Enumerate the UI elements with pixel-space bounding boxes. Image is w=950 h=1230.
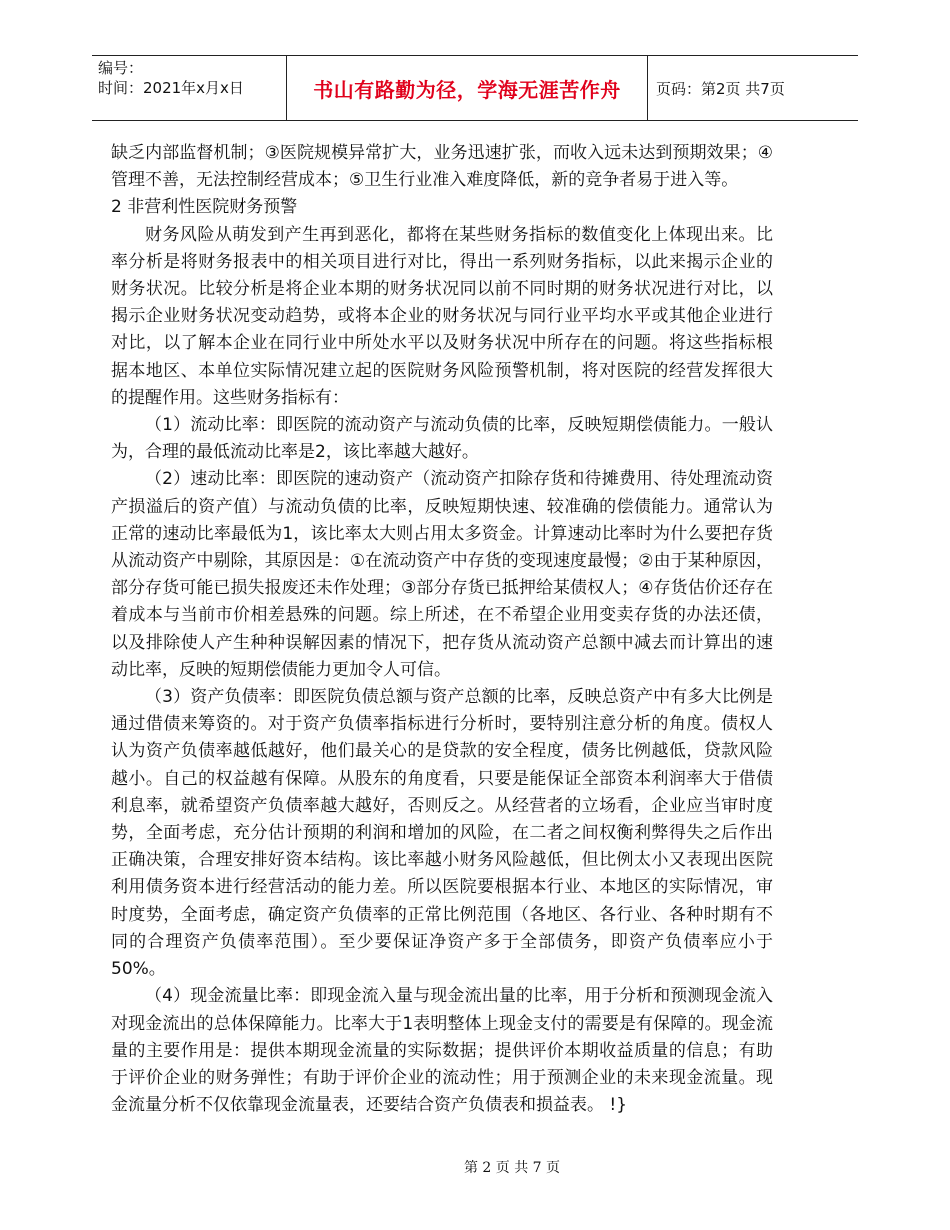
page-footer — [0, 1157, 950, 1177]
header-meta — [98, 58, 290, 98]
section-heading: 2 非营利性医院财务预警 — [111, 197, 298, 218]
page-header — [92, 55, 858, 121]
paragraph-current-ratio: （1）流动比率：即医院的流动资产与流动负债的比率，反映短期偿债能力。一般认为，合理的最低流动比率是2，该比率越大越好。 — [111, 415, 773, 463]
header-page-number: 页码：第2页 共7页 — [656, 79, 785, 98]
paragraph-intro: 财务风险从萌发到产生再到恶化，都将在某些财务指标的数值变化上体现出来。比率分析是将财务报表中的相关项目进行对比，得出一系列财务指标，以此来揭示企业的财务状况。比较分析是将企业本期的财务状况同以前不同时期的财务状况进行对比，以揭示企业财务状况变动趋势，或将本企业的财务状况与同行业平均水平或其他企业进行对比，以了解本企业在同行业中所处水平以及财务状况中所存在的问题。将这些指标根据本地区、本单位实际情况建立起的医院财务风险预警机制，将对医院的经营发挥很大的提醒作用。这些财务指标有： — [111, 224, 773, 408]
paragraph-cash-flow-ratio: （4）现金流量比率：即现金流入量与现金流出量的比率，用于分析和预测现金流入对现金流出的总体保障能力。比率大于1表明整体上现金支付的需要是有保障的。现金流量的主要作用是：提供本期现金流量的实际数据；提供评价本期收益质量的信息；有助于评价企业的财务弹性；有助于评价企业的流动性；用于预测企业的未来现金流量。现金流量分析不仅依靠现金流量表，还要结合资产负债表和损益表。 !} — [111, 986, 773, 1116]
paragraph-continued: 缺乏内部监督机制；③医院规模异常扩大，业务迅速扩张，而收入远未达到预期效果；④管理不善，无法控制经营成本；⑤卫生行业准入难度降低，新的竞争者易于进入等。 — [111, 143, 773, 191]
header-motto: 书山有路勤为径，学海无涯苦作舟 — [286, 56, 648, 120]
document-number-label: 编号： — [98, 59, 144, 77]
paragraph-quick-ratio: （2）速动比率：即医院的速动资产（流动资产扣除存货和待摊费用、待处理流动资产损溢后的资产值）与流动负债的比率，反映短期快速、较准确的偿债能力。通常认为正常的速动比率最低为1，该比率太大则占用太多资金。计算速动比率时为什么要把存货从流动资产中剔除，其原因是：①在流动资产中存货的变现速度最慢；②由于某种原因，部分存货可能已损失报废还未作处理；③部分存货已抵押给某债权人；④存货估价还存在着成本与当前市价相差悬殊的问题。综上所述，在不希望企业用变卖存货的办法还债，以及排除使人产生种种误解因素的情况下，把存货从流动资产总额中减去而计算出的速动比率，反映的短期偿债能力更加令人可信。 — [111, 469, 773, 680]
paragraph-debt-ratio: （3）资产负债率：即医院负债总额与资产总额的比率，反映总资产中有多大比例是通过借债来筹资的。对于资产负债率指标进行分析时，要特别注意分析的角度。债权人认为资产负债率越低越好，他们最关心的是贷款的安全程度，债务比例越低，贷款风险越小。自己的权益越有保障。从股东的角度看，只要是能保证全部资本利润率大于借债利息率，就希望资产负债率越大越好，否则反之。从经营者的立场看，企业应当审时度势，全面考虑，充分估计预期的利润和增加的风险，在二者之间权衡利弊得失之后作出正确决策，合理安排好资本结构。该比率越小财务风险越低，但比例太小又表现出医院利用债务资本进行经营活动的能力差。所以医院要根据本行业、本地区的实际情况，审时度势，全面考虑，确定资产负债率的正常比例范围（各地区、各行业、各种时期有不同的合理资产负债率范围）。至少要保证净资产多于全部债务，即资产负债率应小于50%。 — [111, 687, 773, 980]
document-body — [111, 140, 773, 1119]
document-time: 时间：2021年x月x日 — [98, 79, 244, 97]
footer-page-number: 第 2 页 共 7 页 — [463, 1160, 561, 1176]
